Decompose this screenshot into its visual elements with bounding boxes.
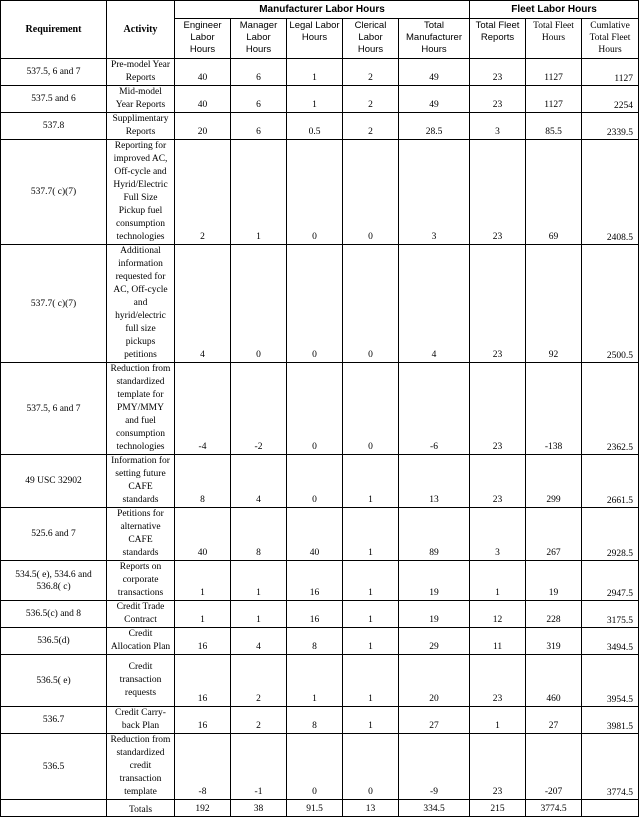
total-fleet-hours: 3774.5	[526, 800, 582, 817]
manager-hours-cell: 1	[231, 140, 287, 245]
total-manufacturer-hours-cell: -6	[399, 363, 470, 455]
table-row	[1, 363, 639, 455]
total-manufacturer-hours-cell: 19	[399, 601, 470, 628]
manager-hours-cell: 2	[231, 707, 287, 734]
legal-hours-cell: 0.5	[287, 113, 343, 140]
table-row	[1, 86, 639, 113]
header-legal-labor-hours: Legal Labor Hours	[287, 19, 343, 59]
cumulative-hours-cell: 2408.5	[582, 140, 639, 245]
table-row	[1, 601, 639, 628]
requirement-cell: 537.7( c)(7)	[1, 245, 107, 363]
engineer-hours-cell: 40	[175, 59, 231, 86]
table-row	[1, 734, 639, 800]
cumulative-hours-cell: 3494.5	[582, 628, 639, 655]
activity-cell: Pre-model Year Reports	[107, 59, 175, 86]
fleet-reports-cell: 23	[470, 455, 526, 508]
activity-cell: Petitions for alternative CAFE standards	[107, 508, 175, 561]
legal-hours-cell: 0	[287, 455, 343, 508]
activity-cell: Information for setting future CAFE standards	[107, 455, 175, 508]
total-manufacturer-hours-cell: 29	[399, 628, 470, 655]
header-activity: Activity	[107, 1, 175, 59]
table-row	[1, 707, 639, 734]
cumulative-hours-cell: 2339.5	[582, 113, 639, 140]
fleet-reports-cell: 23	[470, 245, 526, 363]
fleet-reports-cell: 23	[470, 734, 526, 800]
total-manufacturer-hours-cell: 20	[399, 655, 470, 707]
fleet-hours-cell: 85.5	[526, 113, 582, 140]
total-manufacturer-hours-cell: 13	[399, 455, 470, 508]
fleet-hours-cell: -138	[526, 363, 582, 455]
fleet-hours-cell: 27	[526, 707, 582, 734]
legal-hours-cell: 1	[287, 655, 343, 707]
header-manufacturer-labor-hours: Manufacturer Labor Hours	[175, 1, 470, 19]
table-row	[1, 655, 639, 707]
table-row	[1, 455, 639, 508]
engineer-hours-cell: 1	[175, 601, 231, 628]
total-engineer-hours: 192	[175, 800, 231, 817]
manager-hours-cell: 1	[231, 561, 287, 601]
activity-cell: Mid-model Year Reports	[107, 86, 175, 113]
fleet-reports-cell: 1	[470, 561, 526, 601]
cumulative-hours-cell: 2254	[582, 86, 639, 113]
fleet-hours-cell: 69	[526, 140, 582, 245]
fleet-hours-cell: 19	[526, 561, 582, 601]
activity-cell: Additional information requested for AC, Off-cycle and hyrid/electric full size pickups petitions	[107, 245, 175, 363]
cumulative-hours-cell: 2661.5	[582, 455, 639, 508]
clerical-hours-cell: 2	[343, 59, 399, 86]
legal-hours-cell: 0	[287, 734, 343, 800]
table-row	[1, 140, 639, 245]
cumulative-hours-cell: 3954.5	[582, 655, 639, 707]
requirement-cell: 536.5	[1, 734, 107, 800]
requirement-cell: 536.5(c) and 8	[1, 601, 107, 628]
activity-cell: Credit Allocation Plan	[107, 628, 175, 655]
manager-hours-cell: 4	[231, 628, 287, 655]
requirement-cell: 537.8	[1, 113, 107, 140]
legal-hours-cell: 0	[287, 140, 343, 245]
engineer-hours-cell: 2	[175, 140, 231, 245]
header-cumulative-total-fleet-hours: Cumlative Total Fleet Hours	[582, 19, 639, 59]
clerical-hours-cell: 1	[343, 707, 399, 734]
header-total-fleet-hours: Total Fleet Hours	[526, 19, 582, 59]
fleet-reports-cell: 3	[470, 113, 526, 140]
manager-hours-cell: 2	[231, 655, 287, 707]
total-manufacturer-hours: 334.5	[399, 800, 470, 817]
legal-hours-cell: 40	[287, 508, 343, 561]
requirement-cell: 536.7	[1, 707, 107, 734]
clerical-hours-cell: 0	[343, 245, 399, 363]
activity-cell: Credit Carry-back Plan	[107, 707, 175, 734]
total-manager-hours: 38	[231, 800, 287, 817]
total-clerical-hours: 13	[343, 800, 399, 817]
header-fleet-labor-hours: Fleet Labor Hours	[470, 1, 639, 19]
fleet-reports-cell: 12	[470, 601, 526, 628]
fleet-reports-cell: 1	[470, 707, 526, 734]
total-fleet-reports: 215	[470, 800, 526, 817]
engineer-hours-cell: 8	[175, 455, 231, 508]
fleet-reports-cell: 23	[470, 363, 526, 455]
totals-row	[1, 800, 639, 817]
fleet-hours-cell: 299	[526, 455, 582, 508]
fleet-hours-cell: 1127	[526, 59, 582, 86]
cumulative-hours-cell: 3774.5	[582, 734, 639, 800]
fleet-hours-cell: 319	[526, 628, 582, 655]
legal-hours-cell: 1	[287, 86, 343, 113]
fleet-hours-cell: -207	[526, 734, 582, 800]
engineer-hours-cell: 40	[175, 86, 231, 113]
clerical-hours-cell: 1	[343, 601, 399, 628]
total-manufacturer-hours-cell: 3	[399, 140, 470, 245]
manager-hours-cell: 0	[231, 245, 287, 363]
manager-hours-cell: 6	[231, 86, 287, 113]
fleet-reports-cell: 23	[470, 140, 526, 245]
total-manufacturer-hours-cell: 49	[399, 59, 470, 86]
totals-empty-cell	[582, 800, 639, 817]
fleet-reports-cell: 23	[470, 655, 526, 707]
clerical-hours-cell: 1	[343, 628, 399, 655]
activity-cell: Reporting for improved AC, Off-cycle and Hyrid/Electric Full Size Pickup fuel consumption technologies	[107, 140, 175, 245]
fleet-reports-cell: 11	[470, 628, 526, 655]
table-row	[1, 628, 639, 655]
activity-cell: Reduction from standardized template for PMY/MMY and fuel consumption technologies	[107, 363, 175, 455]
cumulative-hours-cell: 2362.5	[582, 363, 639, 455]
total-manufacturer-hours-cell: 4	[399, 245, 470, 363]
clerical-hours-cell: 1	[343, 455, 399, 508]
requirement-cell: 537.5, 6 and 7	[1, 363, 107, 455]
fleet-reports-cell: 3	[470, 508, 526, 561]
requirement-cell: 537.5 and 6	[1, 86, 107, 113]
legal-hours-cell: 0	[287, 363, 343, 455]
header-requirement: Requirement	[1, 1, 107, 59]
engineer-hours-cell: 16	[175, 707, 231, 734]
total-manufacturer-hours-cell: -9	[399, 734, 470, 800]
fleet-hours-cell: 92	[526, 245, 582, 363]
total-manufacturer-hours-cell: 27	[399, 707, 470, 734]
legal-hours-cell: 8	[287, 707, 343, 734]
clerical-hours-cell: 1	[343, 655, 399, 707]
header-clerical-labor-hours: Clerical Labor Hours	[343, 19, 399, 59]
header-manager-labor-hours: Manager Labor Hours	[231, 19, 287, 59]
engineer-hours-cell: -4	[175, 363, 231, 455]
clerical-hours-cell: 1	[343, 508, 399, 561]
manager-hours-cell: 6	[231, 59, 287, 86]
engineer-hours-cell: 16	[175, 628, 231, 655]
manager-hours-cell: 4	[231, 455, 287, 508]
clerical-hours-cell: 0	[343, 140, 399, 245]
header-total-manufacturer-hours: Total Manufacturer Hours	[399, 19, 470, 59]
requirement-cell: 536.5(d)	[1, 628, 107, 655]
manager-hours-cell: 6	[231, 113, 287, 140]
cumulative-hours-cell: 2947.5	[582, 561, 639, 601]
clerical-hours-cell: 2	[343, 86, 399, 113]
table-row	[1, 59, 639, 86]
legal-hours-cell: 16	[287, 561, 343, 601]
clerical-hours-cell: 0	[343, 363, 399, 455]
cumulative-hours-cell: 3981.5	[582, 707, 639, 734]
requirement-cell: 536.5( e)	[1, 655, 107, 707]
total-manufacturer-hours-cell: 19	[399, 561, 470, 601]
total-manufacturer-hours-cell: 28.5	[399, 113, 470, 140]
manager-hours-cell: -1	[231, 734, 287, 800]
requirement-cell: 534.5( e), 534.6 and 536.8( c)	[1, 561, 107, 601]
total-legal-hours: 91.5	[287, 800, 343, 817]
engineer-hours-cell: 1	[175, 561, 231, 601]
requirement-cell: 537.7( c)(7)	[1, 140, 107, 245]
table-row	[1, 508, 639, 561]
fleet-hours-cell: 267	[526, 508, 582, 561]
legal-hours-cell: 0	[287, 245, 343, 363]
clerical-hours-cell: 2	[343, 113, 399, 140]
totals-blank-cell	[1, 800, 107, 817]
table-row	[1, 113, 639, 140]
fleet-reports-cell: 23	[470, 86, 526, 113]
header-engineer-labor-hours: Engineer Labor Hours	[175, 19, 231, 59]
cumulative-hours-cell: 1127	[582, 59, 639, 86]
fleet-hours-cell: 460	[526, 655, 582, 707]
requirement-cell: 537.5, 6 and 7	[1, 59, 107, 86]
activity-cell: Credit transaction requests	[107, 655, 175, 707]
manager-hours-cell: 8	[231, 508, 287, 561]
legal-hours-cell: 8	[287, 628, 343, 655]
fleet-reports-cell: 23	[470, 59, 526, 86]
legal-hours-cell: 1	[287, 59, 343, 86]
clerical-hours-cell: 0	[343, 734, 399, 800]
activity-cell: Supplimentary Reports	[107, 113, 175, 140]
legal-hours-cell: 16	[287, 601, 343, 628]
engineer-hours-cell: 20	[175, 113, 231, 140]
fleet-hours-cell: 228	[526, 601, 582, 628]
engineer-hours-cell: 16	[175, 655, 231, 707]
activity-cell: Credit Trade Contract	[107, 601, 175, 628]
manager-hours-cell: -2	[231, 363, 287, 455]
cumulative-hours-cell: 2500.5	[582, 245, 639, 363]
clerical-hours-cell: 1	[343, 561, 399, 601]
total-manufacturer-hours-cell: 49	[399, 86, 470, 113]
engineer-hours-cell: 4	[175, 245, 231, 363]
cumulative-hours-cell: 2928.5	[582, 508, 639, 561]
total-manufacturer-hours-cell: 89	[399, 508, 470, 561]
table-row	[1, 245, 639, 363]
manager-hours-cell: 1	[231, 601, 287, 628]
table-row	[1, 561, 639, 601]
activity-cell: Reduction from standardized credit transaction template	[107, 734, 175, 800]
requirement-cell: 525.6 and 7	[1, 508, 107, 561]
cumulative-hours-cell: 3175.5	[582, 601, 639, 628]
fleet-hours-cell: 1127	[526, 86, 582, 113]
header-total-fleet-reports: Total Fleet Reports	[470, 19, 526, 59]
engineer-hours-cell: -8	[175, 734, 231, 800]
totals-label: Totals	[107, 800, 175, 817]
requirement-cell: 49 USC 32902	[1, 455, 107, 508]
activity-cell: Reports on corporate transactions	[107, 561, 175, 601]
engineer-hours-cell: 40	[175, 508, 231, 561]
